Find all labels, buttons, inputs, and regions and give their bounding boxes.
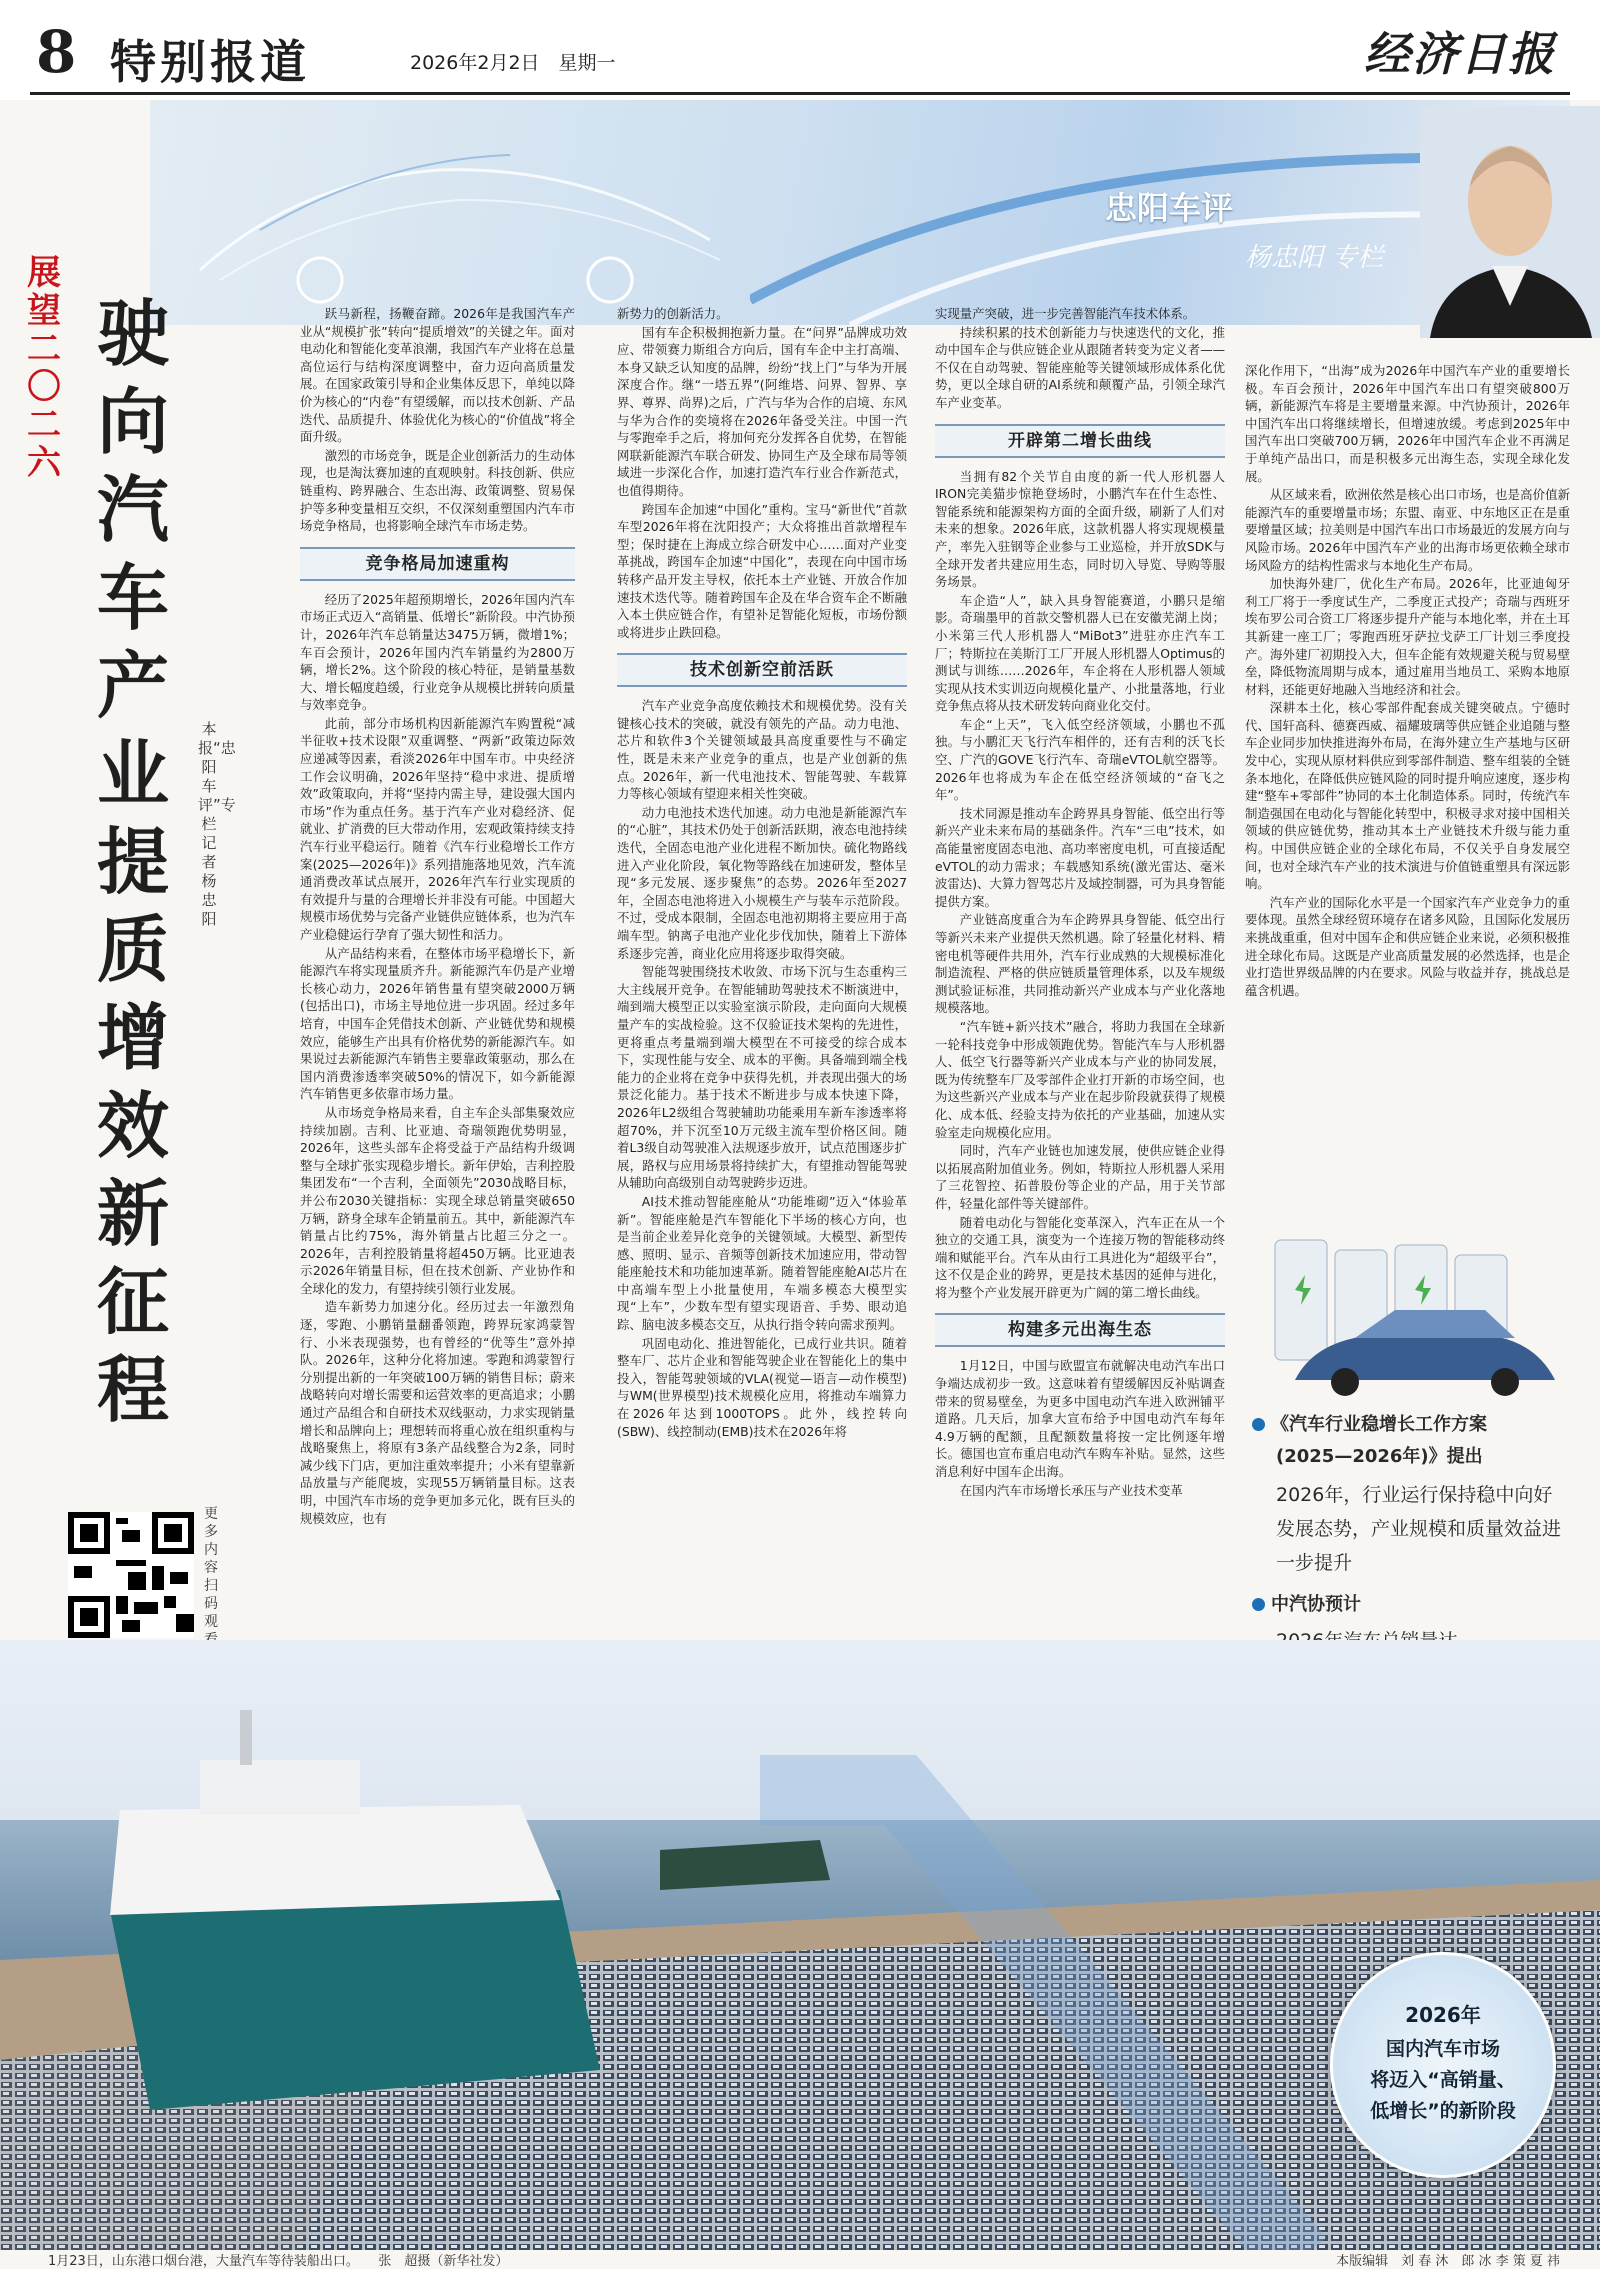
ev-charging-illustration	[1255, 1230, 1570, 1400]
article-paragraph: 跨国车企加速“中国化”重构。宝马“新世代”首款车型2026年将在沈阳投产；大众将推出首款增程车型；保时捷在上海成立综合研发中心……面对产业变革挑战，跨国车企加速“中国化”，表现在向中国市场转移产品开发主导权，依托本土产业链、开放合作加速技术迭代等。随着跨国车企及在华合资车企不断融入本土供应链合作，有望补足智能化短板，市场份额或将进步止跌回稳。	[617, 501, 907, 640]
page-editors: 本版编辑 刘 春 沐 郎 冰 李 策 夏 祎	[1336, 2254, 1560, 2269]
photo-caption: 1月23日，山东港口烟台港，大量汽车等待装船出口。 张 超摄（新华社发）	[48, 2254, 509, 2269]
subheading: 技术创新空前活跃	[617, 653, 907, 687]
subheading: 开辟第二增长曲线	[935, 424, 1225, 458]
top-banner-image	[150, 100, 1570, 325]
article-paragraph: 在国内汽车市场增长承压与产业技术变革	[959, 1482, 1183, 1498]
badge-line-2: 国内汽车市场	[1385, 2038, 1500, 2060]
page-number: 8	[36, 18, 77, 86]
byline: 本报“忠阳车评”专栏记者 杨忠阳	[198, 720, 236, 928]
article-paragraph: 智能驾驶围绕技术收敛、市场下沉与生态重构三大主线展开竞争。在智能辅助驾驶技术不断演进中，端到端大模型正以实验室演示阶段，走向面向大规模量产车的实战检验。这不仅验证技术架构的先进性，更将重点考量端到端大模型在不可接受的综合成本下，实现性能与安全、成本的平衡。具备端到端全栈能力的企业将在竞争中获得先机，并表现出强大的场景泛化能力。基于技术不断进步与成本快速下降，2026年L2级组合驾驶辅助功能乘用车新车渗透率将超70%，并下沉至10万元级主流车型价格区间。随着L3级自动驾驶准入法规逐步放开，试点范围逐步扩展，路权与应用场景将持续扩大，有望推动智能驾驶从辅助向高级别自动驾驶跨步迈进。	[617, 964, 907, 1191]
subheading: 竞争格局加速重构	[300, 547, 575, 581]
article-paragraph: 从区域来看，欧洲依然是核心出口市场，也是高价值新能源汽车的重要增量市场；东盟、南亚、中东地区正在是重要增量区域；拉美则是中国汽车出口市场最近的发展方向与风险市场。2026年中国汽车产业的出海市场更依赖全球市场风险方的结构性需求与本地化生产布局。	[1245, 487, 1570, 573]
article-paragraph: 动力电池技术迭代加速。动力电池是新能源汽车的“心脏”，其技术仍处于创新活跃期，液态电池持续迭代，全固态电池产业化进程不断加快。硫化物路线进入产业化阶段，氧化物等路线在加速研发，整体呈现“多元发展、逐步聚焦”的态势。2026年至2027年，全固态电池将进入小规模生产与装车示范阶段。不过，受成本限制，全固态电池初期将主要应用于高端车型。钠离子电池产业化步伐加快，随着上下游体系逐步完善，商业化应用将逐步取得突破。	[617, 804, 907, 961]
article-paragraph: “汽车链+新兴技术”融合，将助力我国在全球新一轮科技竞争中形成领跑优势。智能汽车与人形机器人、低空飞行器等新兴产业成本与产业的协同发展，既为传统整车厂及零部件企业打开新的市场空间，也为这些新兴产业成本与产业在起步阶段就获得了规模化、成本低、经验支持为依托的产业基础，加速从实验室走向规模化应用。	[935, 1018, 1225, 1140]
bullet-dot-icon	[1252, 1598, 1265, 1611]
article-paragraph: 经历了2025年超预期增长，2026年国内汽车市场正式迈入“高销量、低增长”新阶段。中汽协预计，2026年汽车总销量达3475万辆，微增1%；车百会预计，2026年国内汽车销量约为2800万辆，增长2%。这个阶段的核心特征，是销量基数大、增长幅度趋缓，行业竞争从规模比拼转向质量与效率竞争。	[300, 591, 575, 713]
badge-line-4: 低增长”的新阶段	[1370, 2100, 1516, 2122]
article-paragraph: 从市场竞争格局来看，自主车企头部集聚效应持续加剧。吉利、比亚迪、奇瑞领跑优势明显，2026年，这些头部车企将受益于产品结构升级调整与全球扩张实现稳步增长。新年伊始，吉利控股集团发布“一个吉利，全面领先”2030战略目标，并公布2030关键指标：实现全球总销量突破650万辆，跻身全球车企销量前五。其中，新能源汽车销量占比约75%，海外销量占比超三分之一。2026年，吉利控股销量将超450万辆。比亚迪表示2026年销量目标，但在技术创新、产业协作和全球化的发力，有望持续引领行业发展。	[300, 1104, 575, 1296]
article-paragraph: 此前，部分市场机构因新能源汽车购置税“减半征收+技术设限”双重调整、“两新”政策边际效应递减等因素，看淡2026年中国车市。中央经济工作会议明确，2026年坚持“稳中求进、提质增效”政策取向，并将“坚持内需主导，建设强大国内市场”作为重点任务。基于汽车产业对稳经济、促就业、扩消费的巨大带动作用，宏观政策持续支持汽车行业平稳运行。随着《汽车行业稳增长工作方案(2025—2026年)》系列措施落地见效，汽车流通消费改革试点展开，2026年汽车行业实现质的有效提升与量的合理增长并非没有可能。中国超大规模市场优势与完备产业链供应链体系，也为汽车产业稳健运行孕育了强大韧性和活力。	[300, 715, 575, 942]
masthead	[0, 0, 1600, 100]
article-paragraph: 国有车企积极拥抱新力量。在“问界”品牌成功效应、带领赛力斯组合方向后，国有车企中主打高端、本身又缺乏认知度的品牌，纷纷“找上门”与华为开展深度合作。继“一塔五界”(阿维塔、问界、智界、享界、尊界、尚界)之后，广汽与华为合作的启境、东风与华为合作的奕境将在2026年备受关注。中国一汽与零跑牵手之后，将加何充分发挥各自优势，在智能网联新能源汽车联合研发、协同生产及全球布局等领域进一步深化合作，加速打造汽车行业合作新范式，也值得期待。	[617, 324, 907, 498]
bullet-dot-icon	[1252, 1418, 1265, 1431]
article-paragraph: 加快海外建厂，优化生产布局。2026年，比亚迪匈牙利工厂将于一季度试生产，二季度正式投产；奇瑞与西班牙埃布罗公司合资工厂将逐步提升产能与本地化率，并在土耳其新建一座工厂；零跑西班牙萨拉戈萨工厂计划三季度投产。海外建厂初期投入大，但车企能有效规避关税与贸易壁垒，降低物流周期与成本，通过雇用当地员工、采购本地原材料，还能更好地融入当地经济和社会。	[1245, 576, 1570, 697]
article-column-1	[300, 305, 575, 1635]
qr-code[interactable]	[68, 1512, 194, 1638]
article-paragraph: 车企“上天”，飞入低空经济领域，小鹏也不孤独。与小鹏汇天飞行汽车相伴的，还有吉利的沃飞长空、广汽的GOVE飞行汽车、奇瑞eVTOL航空器等。2026年也将成为车企在低空经济领域的“奋飞之年”。	[935, 716, 1225, 803]
wireframe-car-illustration	[180, 120, 740, 310]
newspaper-logo: 经济日报	[1364, 27, 1556, 81]
sidebar-item-1-body-3: 一步提升	[1276, 1552, 1353, 1574]
columnist-signature: 杨忠阳 专栏	[1245, 243, 1384, 273]
column-badge: 忠阳车评	[1105, 189, 1234, 227]
masthead-rule	[30, 92, 1570, 95]
article-paragraph: 深化作用下，“出海”成为2026年中国汽车产业的重要增长极。车百会预计，2026年中国汽车出口有望突破800万辆，新能源汽车将是主要增量来源。中汽协预计，2026年中国汽车出口将继续增长，但增速放缓。考虑到2025年中国汽车出口突破700万辆，2026年中国汽车企业不再满足于单纯产品出口，而是积极多元出海生态，实现全球化发展。	[1245, 363, 1570, 484]
sidebar-item-1-body-2: 发展态势，产业规模和质量效益进	[1276, 1518, 1562, 1540]
article-column-4	[1245, 362, 1570, 1380]
series-kicker: 展望二〇二六	[27, 253, 61, 483]
article-column-3	[935, 305, 1225, 1690]
summary-badge	[1330, 1952, 1556, 2178]
sidebar-item-2-title: 中汽协预计	[1252, 1590, 1361, 1616]
badge-year: 2026年	[1405, 2003, 1481, 2027]
article-paragraph: 技术同源是推动车企跨界具身智能、低空出行等新兴产业未来布局的基础条件。汽车“三电”技术，如高能量密度固态电池、高功率密度电机，可直接适配eVTOL的动力需求；车载感知系统(激光雷达、毫米波雷达)、大算力智驾芯片及域控制器，可为具身智能提供方案。	[935, 805, 1225, 909]
article-paragraph: 实现量产突破，进一步完善智能汽车技术体系。	[935, 306, 1196, 321]
article-paragraph: 从产品结构来看，在整体市场平稳增长下，新能源汽车将实现量质齐升。新能源汽车仍是产业增长核心动力，2026年销售量有望突破2000万辆(包括出口)，市场主导地位进一步巩固。经过多年培育，中国车企凭借技术创新、产业链优势和规模效应，能够生产出具有价格优势的新能源汽车。如果说过去新能源汽车销售主要靠政策驱动，那么在国内消费渗透率突破50%的情况下，如今新能源汽车销售更多依靠市场力量。	[300, 945, 575, 1102]
columnist-portrait	[1420, 106, 1600, 338]
sidebar-item-1-title-cont: (2025—2026年)》提出	[1276, 1446, 1483, 1467]
article-paragraph: 巩固电动化、推进智能化，已成行业共识。随着整车厂、芯片企业和智能驾驶企业在智能化上的集中投入，智能驾驶领域的VLA(视觉—语言—动作模型)与WM(世界模型)技术规模化应用，将推动车端算力在2026年达到1000TOPS。此外，线控转向(SBW)、线控制动(EMB)技术在2026年将	[617, 1335, 907, 1439]
article-paragraph: 激烈的市场竞争，既是企业创新活力的生动体现，也是淘汰赛加速的直观映射。科技创新、供应链重构、跨界融合、生态出海、政策调整、贸易保护等多种变量相互交织，不仅深刻重塑国内汽车市场竞争格局，也将影响全球汽车市场走势。	[300, 447, 575, 534]
article-column-2	[617, 305, 907, 1690]
issue-date: 2026年2月2日 星期一	[410, 52, 616, 74]
sidebar-item-1-body-1: 2026年，行业运行保持稳中向好	[1276, 1484, 1553, 1506]
article-paragraph: 深耕本土化，核心零部件配套成关键突破点。宁德时代、国轩高科、德赛西威、福耀玻璃等供应链企业追随与整车企业同步加快推进海外布局，在海外建立生产基地与区研发中心，实现从原材料供应到零部件制造、整车组装的全链条本地化，在降低供应链风险的同时提升响应速度，逐步构建“整车+零部件”协同的本土化制造体系。同时，传统汽车制造强国在电动化与智能化转型中，积极寻求对接中国相关领域的供应链优势，推动其本土产业链技术升级与能力重构。中国供应链企业的全球化布局，不仅关乎自身发展空间，也对全球汽车产业的技术演进与价值链重塑具有深远影响。	[1245, 700, 1570, 892]
article-paragraph: 持续积累的技术创新能力与快速迭代的文化，推动中国车企与供应链企业从跟随者转变为定义者——不仅在自动驾驶、智能座舱等关键领域形成体系化优势，更以全球自研的AI系统和颠覆产品，引领全球汽车产业变革。	[935, 324, 1225, 410]
article-paragraph: 造车新势力加速分化。经历过去一年激烈角逐，零跑、小鹏销量翻番领跑，跨界玩家鸿蒙智行、小米表现强势，也有曾经的“优等生”意外掉队。2026年，这种分化将加速。零跑和鸿蒙智行分别提出新的一年突破100万辆的销售目标；蔚来战略转向对增长需要和运营效率的更高追求；小鹏通过产品组合和自研技术双线驱动，力求实现销量增长和品牌向上；理想转而将重心放在组织重构与战略聚焦上，将原有3条产品线整合为2条，同时减少线下门店，更加注重效率提升；小米有望靠新品放量与产能爬坡，实现55万辆销量目标。这表明，中国汽车市场的竞争更加多元化，既有巨头的规模效应，也有	[300, 1299, 575, 1526]
qr-caption: 更多内容 扫码观	[204, 1506, 218, 1630]
article-paragraph: 汽车产业的国际化水平是一个国家汽车产业竞争力的重要体现。虽然全球经贸环境存在诸多风险，且国际化发展历来挑战重重，但对中国车企和供应链企业来说，必须积极推进全球化布局。这既是产业高质量发展的必然选择，也是企业打造世界级品牌的内在要求。风险与收益并存，挑战总是蕴含机遇。	[1245, 894, 1570, 998]
port-photo	[0, 1640, 1600, 2250]
article-paragraph: 汽车产业竞争高度依赖技术和规模优势。没有关键核心技术的突破，就没有领先的产品。动力电池、芯片和软件3个关键领域最具高度重要性与不确定性，既是未来产业竞争的重点，也是产业创新的焦点。2026年，新一代电池技术、智能驾驶、车载算力等核心领域有望迎来相关性突破。	[617, 698, 907, 802]
article-paragraph: 新势力的创新活力。	[617, 306, 729, 321]
article-paragraph: 产业链高度重合为车企跨界具身智能、低空出行等新兴未来产业提供天然机遇。除了轻量化材料、精密电机等硬件共用外，汽车行业成熟的大规模标准化制造流程、严格的供应链质量管理体系，以及车规级测试验证标准，共同推动新兴产业成本与产业化落地规模落地。	[935, 912, 1225, 1016]
article-paragraph: 同时，汽车产业链也加速发展，使供应链企业得以拓展高附加值业务。例如，特斯拉人形机器人采用了三花智控、拓普股份等企业的产品，用于关节部件，轻量化部件等关键部件。	[935, 1143, 1225, 1211]
article-paragraph: 当拥有82个关节自由度的新一代人形机器人IRON完美猫步惊艳登场时，小鹏汽车在什生态性、智能系统和能源架构方面的全面升级，刷新了人们对未来的想象。2026年底，这款机器人将实现规模量产，率先入驻钢等企业参与工业巡检，并开放SDK与全球开发者共建应用生态，同时切入导览、导购等服务场景。	[935, 468, 1225, 590]
subheading: 构建多元出海生态	[935, 1313, 1225, 1347]
article-paragraph: AI技术推动智能座舱从“功能堆砌”迈入“体验革新”。智能座舱是汽车智能化下半场的核心方向，也是当前企业差异化竞争的关键领域。大模型、新型传感、照明、显示、音频等创新技术加速应用，带动智能座舱技术和功能加速革新。随着智能座舱AI芯片在中高端车型上小批量使用，车端多模态大模型实现“上车”，少数车型有望实现语音、手势、眼动追踪、脑电波多模态交互，从执行指令转向需求预判。	[617, 1193, 907, 1333]
article-paragraph: 1月12日，中国与欧盟宣布就解决电动汽车出口争端达成初步一致。这意味着有望缓解因反补贴调查带来的贸易壁垒，为更多中国电动汽车进入欧洲铺平道路。几天后，加拿大宣布给予中国电动汽车每年4.9万辆的配额，且配额数量将按一定比例逐年增长。德国也宣布重启电动汽车购车补贴。显然，这些消息利好中国车企出海。	[935, 1358, 1225, 1480]
sidebar-item-1-title: 《汽车行业稳增长工作方案	[1252, 1410, 1487, 1436]
article-paragraph: 跃马新程，扬鞭奋蹄。2026年是我国汽车产业从“规模扩张”转向“提质增效”的关键之年。面对电动化和智能化变革浪潮，我国汽车产业将在总量高位运行与结构深度调整中，奋力迈向高质量发展。在国家政策引导和企业集体反思下，单纯以降价为核心的“内卷”有望缓解，而以技术创新、产品迭代、品质提升、体验优化为核心的“价值战”将全面升级。	[300, 306, 575, 445]
badge-line-3: 将迈入“高销量、	[1370, 2069, 1516, 2091]
article-headline: 驶向汽车产业提质增效新征程	[96, 291, 169, 1432]
section-name: 特别报道	[110, 35, 310, 89]
article-paragraph: 车企造“人”，缺入具身智能赛道，小鹏只是缩影。奇瑞墨甲的首款交警机器人已在安徽芜湖上岗；小米第三代人形机器人“MiBot3”进驻亦庄汽车工厂；特斯拉在美斯汀工厂开展人形机器人Optimus的测试与训练……2026年，车企将在人形机器人领域实现从技术实训迈向规模化量产、小批量落地，行业竞争焦点将从技术研发转向商业化交付。	[935, 592, 1225, 714]
article-paragraph: 随着电动化与智能化变革深入，汽车正在从一个独立的交通工具，演变为一个连接万物的智能移动终端和赋能平台。汽车从由行工具进化为“超级平台”，这不仅是企业的跨界，更是技术基因的延伸与进化，将为整个产业发展开辟更为广阔的第二增长曲线。	[935, 1214, 1225, 1300]
